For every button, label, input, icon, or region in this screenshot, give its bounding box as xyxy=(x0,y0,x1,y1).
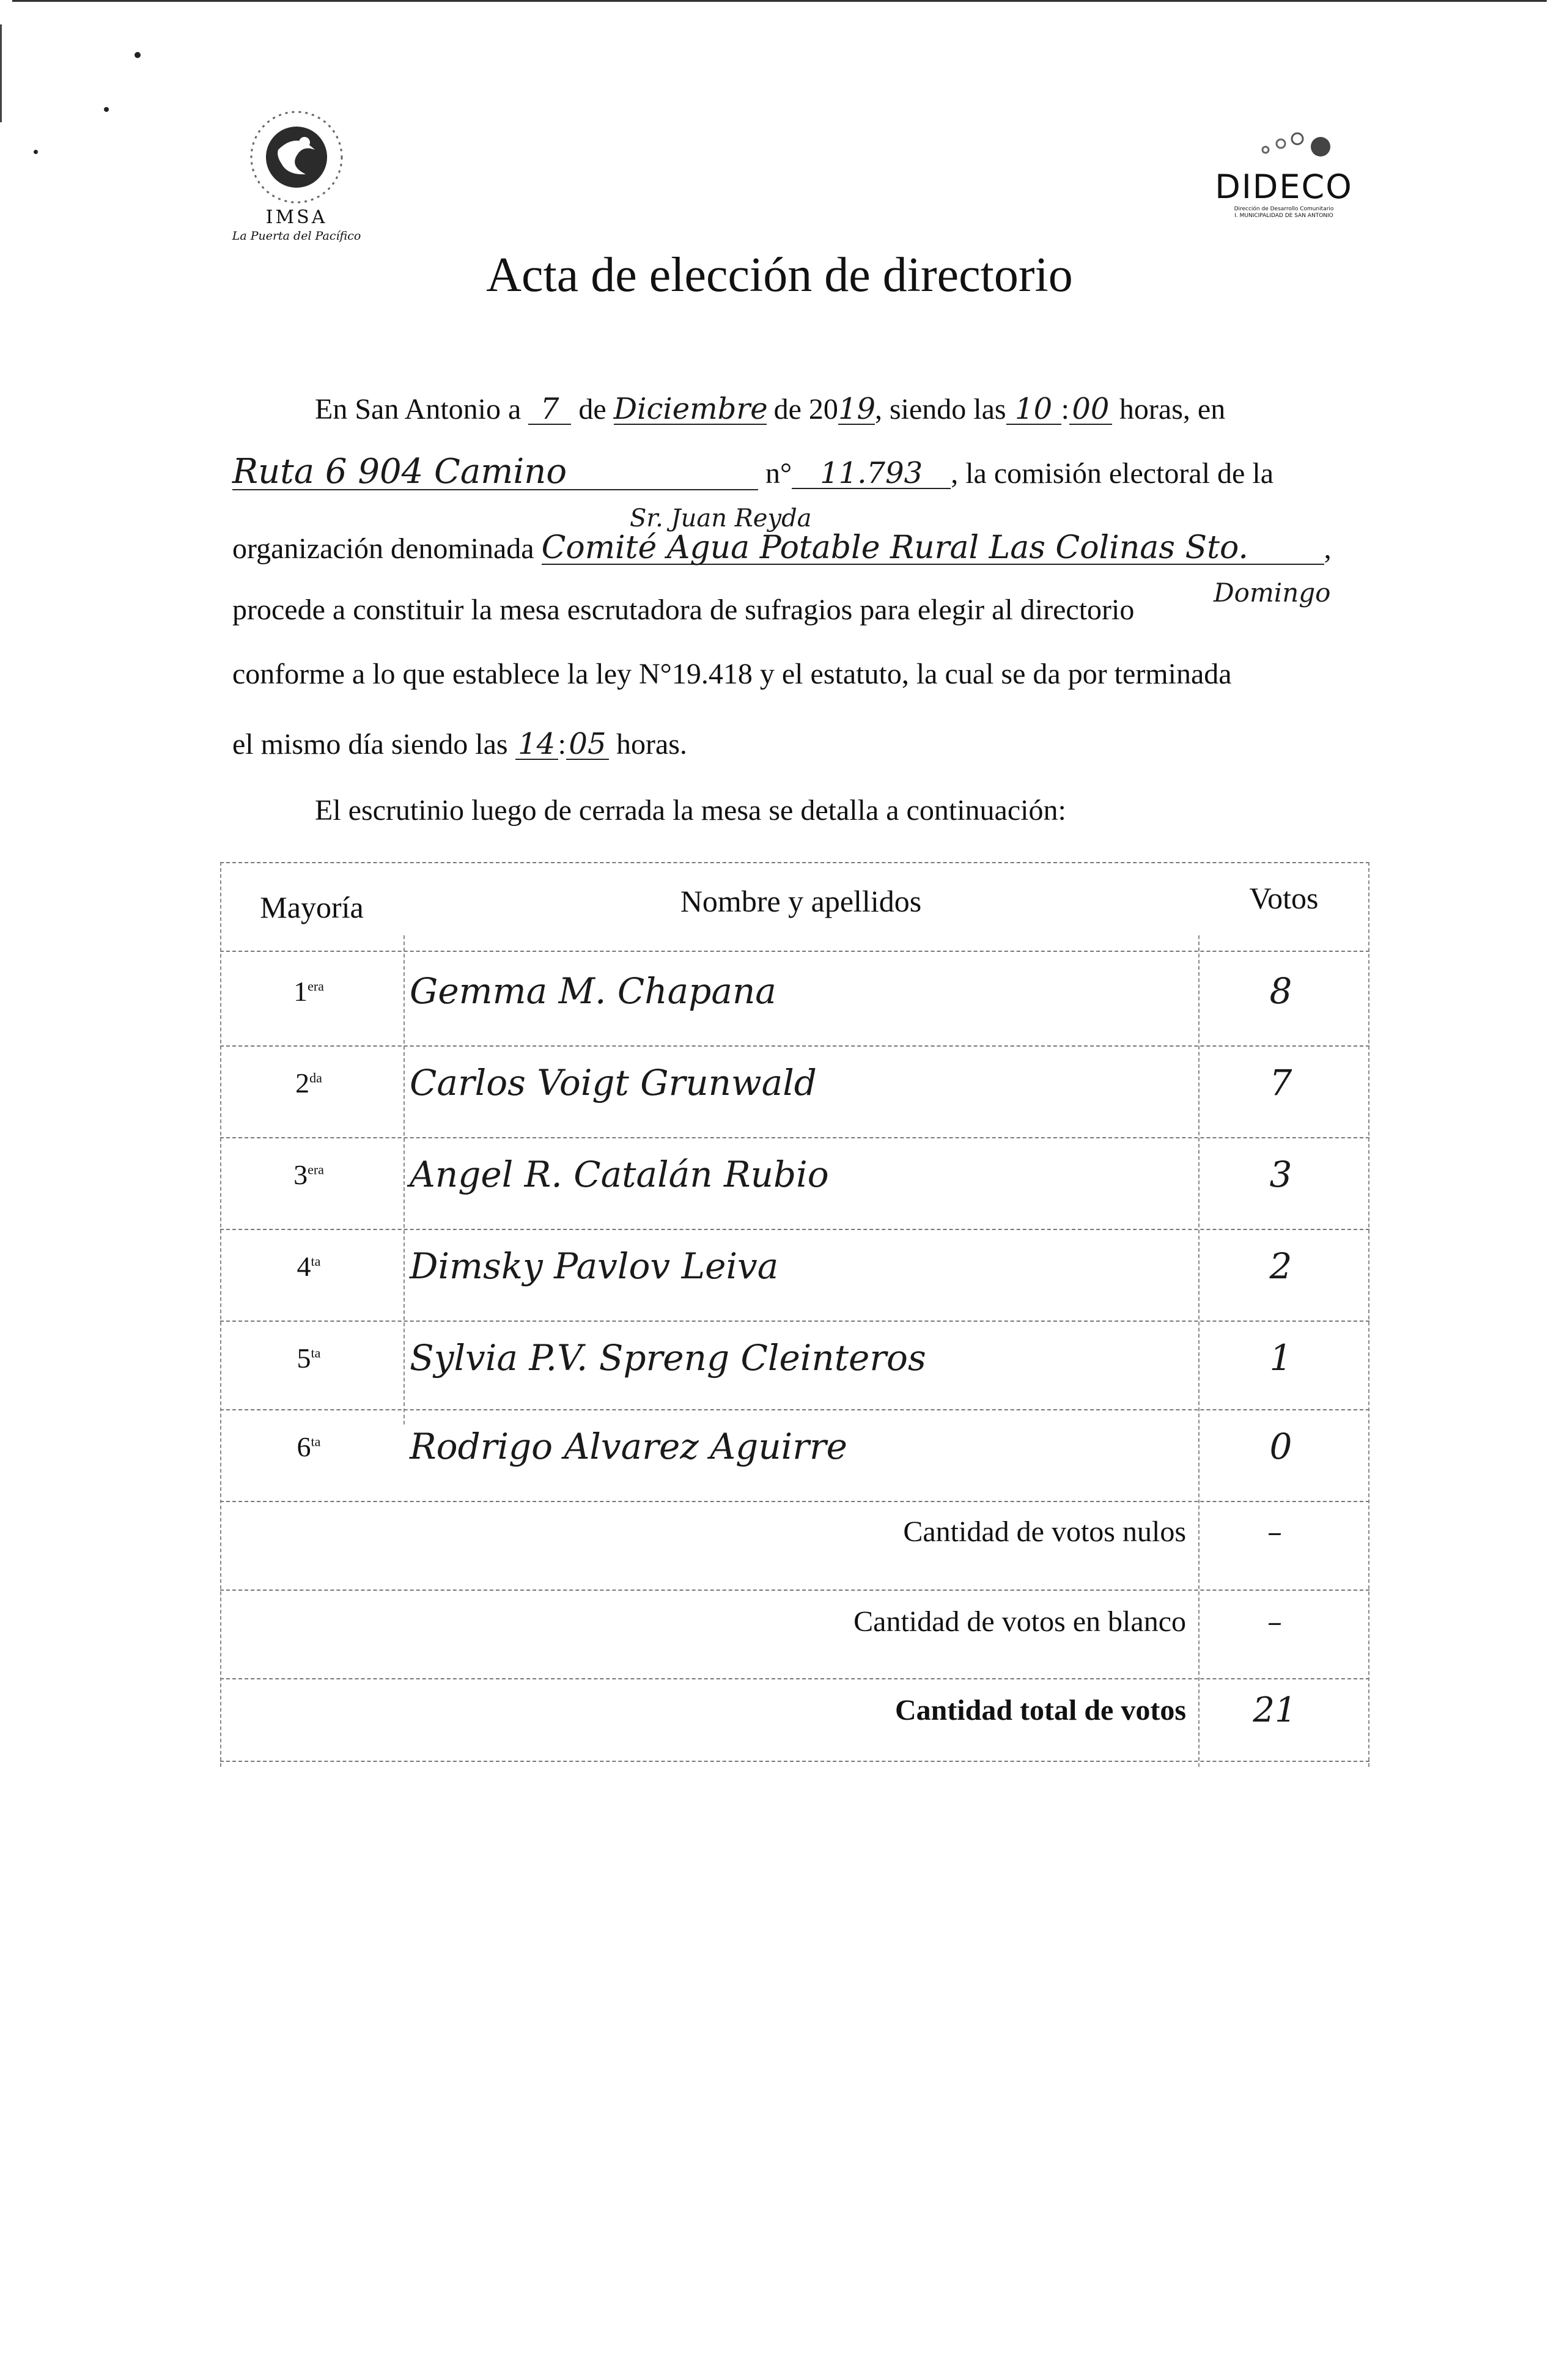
scan-border-top xyxy=(12,0,1547,2)
table-border xyxy=(220,1761,1369,1762)
table-divider xyxy=(220,1321,1369,1322)
scan-speck xyxy=(104,107,109,112)
total-votes-label: Cantidad total de votos xyxy=(894,1694,1186,1726)
null-votes-value: – xyxy=(1267,1515,1282,1549)
text-fragment: de xyxy=(578,393,606,426)
rank-cell: $2^{da}$ xyxy=(295,1067,322,1099)
table-divider xyxy=(220,1501,1369,1502)
candidate-name: Dimsky Pavlov Leiva xyxy=(410,1245,779,1287)
table-border xyxy=(220,862,221,1767)
paragraph-line-5: conforme a lo que establece la ley N°19.418 y el estatuto, la cual se da por terminada xyxy=(232,658,1232,690)
candidate-votes: 0 xyxy=(1269,1426,1292,1467)
candidate-name: Angel R. Catalán Rubio xyxy=(410,1154,829,1195)
number-field: 11.793 xyxy=(792,459,951,489)
dideco-figures-icon xyxy=(1223,119,1345,168)
text-fragment: horas, en xyxy=(1119,393,1226,426)
rank-cell: $6^{ta}$ xyxy=(297,1431,321,1462)
text-fragment: organización denominada xyxy=(232,532,534,565)
text-fragment: , siendo las xyxy=(874,393,1006,426)
rank-cell: $1^{era}$ xyxy=(293,976,324,1007)
header-votes: Votos xyxy=(1249,881,1319,915)
paragraph-line-1: En San Antonio a 7 de Diciembre de 2019, siendo las 10 :00 horas, en xyxy=(315,392,1226,426)
text-fragment: horas. xyxy=(616,728,687,761)
paragraph-line-2 xyxy=(232,452,1273,492)
start-hour-field: 10 xyxy=(1006,394,1061,425)
header-name: Nombre y apellidos xyxy=(680,884,922,918)
paragraph-line-6: el mismo día siendo las 14:05 horas. xyxy=(232,727,687,761)
blank-votes-value: – xyxy=(1267,1605,1282,1639)
text-fragment: el mismo día siendo las xyxy=(232,728,508,761)
paragraph-line-7: El escrutinio luego de cerrada la mesa se detalla a continuación: xyxy=(315,794,1066,827)
candidate-votes: 2 xyxy=(1269,1245,1292,1287)
scan-speck xyxy=(34,150,38,154)
table-divider xyxy=(220,951,1369,952)
candidate-name: Sylvia P.V. Spreng Cleinteros xyxy=(410,1337,926,1379)
year-field: 19 xyxy=(838,392,876,426)
imsa-tagline: La Puerta del Pacífico xyxy=(232,229,361,243)
document-title: Acta de elección de directorio xyxy=(486,248,1073,302)
table-divider xyxy=(220,1409,1369,1410)
header-rank: Mayoría xyxy=(260,890,364,924)
table-divider xyxy=(220,1229,1369,1230)
rank-cell: $3^{era}$ xyxy=(293,1159,324,1190)
table-divider xyxy=(220,1045,1369,1047)
text-fragment: n° xyxy=(765,457,792,490)
start-minute-field: 00 xyxy=(1069,394,1112,425)
table-border xyxy=(1368,862,1369,1767)
end-hour-field: 14 xyxy=(515,729,558,760)
imsa-logo xyxy=(208,107,385,254)
table-column-divider xyxy=(404,935,405,1424)
candidate-votes: 3 xyxy=(1269,1154,1292,1195)
dideco-logo xyxy=(1180,119,1388,229)
dideco-subtitle-1: Dirección de Desarrollo Comunitario xyxy=(1234,206,1334,212)
rank-cell: $4^{ta}$ xyxy=(297,1251,321,1282)
table-divider xyxy=(220,1137,1369,1138)
end-minute-field: 05 xyxy=(566,729,609,760)
org-name-continuation: Domingo xyxy=(1214,578,1331,608)
scan-border-left xyxy=(0,24,2,122)
candidate-votes: 1 xyxy=(1269,1337,1292,1379)
blank-votes-label: Cantidad de votos en blanco xyxy=(853,1605,1186,1638)
day-field: 7 xyxy=(528,394,571,425)
candidate-name: Carlos Voigt Grunwald xyxy=(410,1062,817,1103)
table-divider xyxy=(220,1590,1369,1591)
scan-speck xyxy=(135,52,141,58)
table-divider xyxy=(220,1678,1369,1679)
text-fragment: , la comisión electoral de la xyxy=(951,457,1273,490)
org-name-annotation: Sr. Juan Reyda xyxy=(630,504,812,532)
table-column-divider xyxy=(1198,935,1200,1767)
paragraph-line-4: procede a constituir la mesa escrutadora de sufragios para elegir al directorio xyxy=(232,594,1135,626)
rank-cell: $5^{ta}$ xyxy=(297,1343,321,1374)
candidate-votes: 7 xyxy=(1269,1062,1292,1103)
imsa-name: IMSA xyxy=(265,207,328,228)
month-field: Diciembre xyxy=(613,392,768,426)
candidate-votes: 8 xyxy=(1269,970,1292,1012)
table-border xyxy=(220,862,1369,863)
dideco-name: DIDECO xyxy=(1215,168,1353,206)
paragraph-line-3: organización denominada Comité Agua Potable Rural Las Colinas Sto. , xyxy=(232,529,1332,566)
text-fragment: de 20 xyxy=(773,393,838,426)
organization-field: Comité Agua Potable Rural Las Colinas Sto. xyxy=(542,532,1324,565)
total-votes-value: 21 xyxy=(1253,1690,1297,1730)
candidate-name: Gemma M. Chapana xyxy=(410,970,776,1012)
address-field: Ruta 6 904 Camino xyxy=(232,455,758,490)
dideco-subtitle-2: I. MUNICIPALIDAD DE SAN ANTONIO xyxy=(1234,213,1333,219)
imsa-emblem-icon xyxy=(245,107,348,208)
candidate-name: Rodrigo Alvarez Aguirre xyxy=(410,1426,847,1467)
text-fragment: En San Antonio a xyxy=(315,393,522,426)
null-votes-label: Cantidad de votos nulos xyxy=(903,1516,1186,1548)
